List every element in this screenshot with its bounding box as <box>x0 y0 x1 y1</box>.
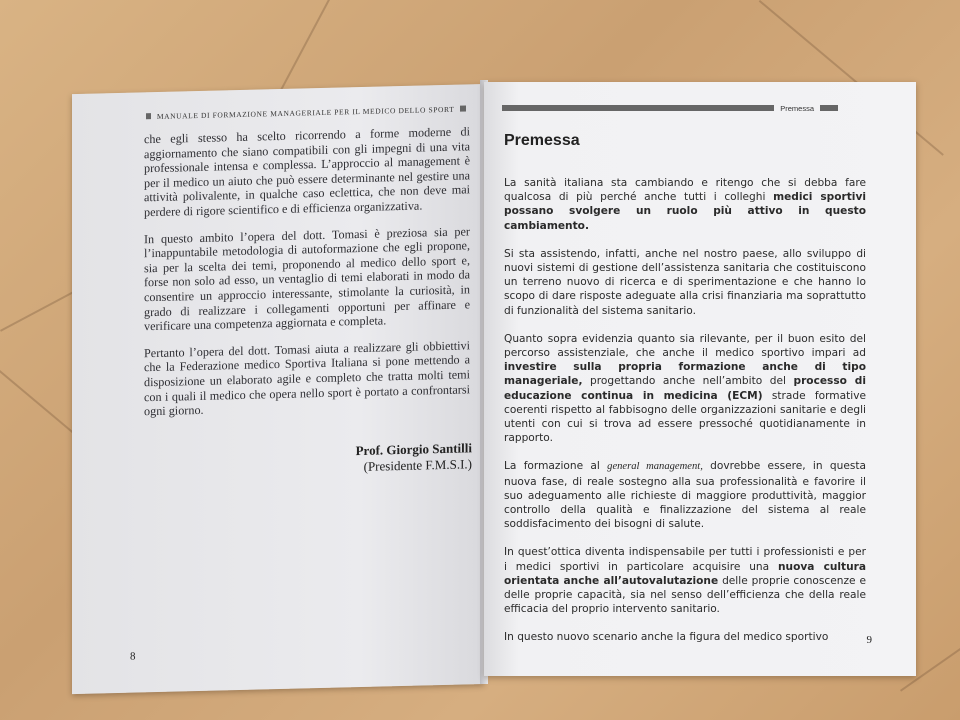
text-run: delle proprie conoscenze e delle proprie capacità, sia nel senso dell’efficienza che della reale efficacia del proprio intervento sanitario. <box>504 574 866 616</box>
left-paragraph-2: In questo ambito l’opera del dott. Tomasi è preziosa sia per l’inappuntabile metodologia di autoformazione che egli propone, sia per la scelta dei temi, proponendo al medico dello sport e, forse non solo ad esso, un ventaglio di temi elaborati in modo da consentire un approccio interessante, stimolante la curiosità, in grado di realizzare i collegamenti opportuni per affinare e verificare una competenza aggiornata e completa. <box>144 223 470 334</box>
text-run: progettando anche nell’ambito del <box>582 375 794 388</box>
right-paragraph-5 <box>504 545 866 616</box>
header-rule <box>820 105 838 111</box>
right-page-number: 9 <box>866 634 872 646</box>
signature-block <box>356 440 472 475</box>
text-run: dovrebbe essere, in questa nuova fase, di reale sostegno alla sua professionalità e favorire il suo adeguamento alle richieste di maggiore produttività, maggior controllo della qualità e finalizzazione del sistema al reale soddisfacimento dei bisogni di salute. <box>504 460 867 531</box>
text-run: La sanità italiana sta cambiando e ritengo che si debba fare qualcosa di più perché anche tutti i colleghi <box>504 177 866 204</box>
signature-name: Prof. Giorgio Santilli <box>355 440 472 459</box>
right-paragraph-1 <box>504 176 866 233</box>
signature-role: (Presidente F.M.S.I.) <box>363 456 472 474</box>
left-page <box>72 84 484 694</box>
text-run: strade formative coerenti rispetto al fabbisogno delle organizzazioni sanitarie e degli utenti con cui si trova ad essere pressoché quotidianamente in rapporto. <box>504 389 866 445</box>
header-rule <box>146 113 151 119</box>
left-paragraph-3: Pertanto l’opera del dott. Tomasi aiuta a realizzare gli obbiettivi che la Federazione medico Sportiva Italiana si pone mettendo a disposizione un elaborato agile e completo che tratta molti temi con i quali il medico che opera nello sport è portato a confrontarsi ogni giorno. <box>144 338 470 419</box>
bold-run: medici sportivi possano svolgere un ruolo più attivo in questo cambiamento. <box>504 191 866 232</box>
right-paragraph-3 <box>504 332 866 446</box>
left-body-text <box>144 124 470 431</box>
right-paragraph-2: Si sta assistendo, infatti, anche nel nostro paese, allo sviluppo di nuovi sistemi di gestione dell’assistenza sanitaria che costituiscono un terreno nuovo di ricerca e di sperimentazione e che hanno lo scopo di dare risposte adeguate alla crisi finanziaria ma soprattutto di funzionalità del sistema sanitario. <box>504 247 866 317</box>
left-running-header <box>146 102 466 122</box>
italic-run: general management, <box>607 461 703 473</box>
right-body-text <box>504 176 866 659</box>
header-rule <box>502 105 774 111</box>
right-paragraph-6: In questo nuovo scenario anche la figura del medico sportivo <box>504 631 829 644</box>
header-rule <box>460 105 466 111</box>
left-running-head: MANUALE DI FORMAZIONE MANAGERIALE PER IL MEDICO DELLO SPORT <box>156 104 455 121</box>
right-running-header <box>502 104 838 112</box>
right-paragraph-4 <box>504 459 866 531</box>
left-page-number: 8 <box>130 650 136 663</box>
text-run: La formazione al <box>504 460 608 473</box>
left-paragraph-1: che egli stesso ha scelto ricorrendo a forme moderne di aggiornamento che siano compatibili con gli impegni di una vita professionale intensa e complessa. L’approccio al management è per il medico un aiuto che può essere determinante nel gestire una attività polivalente, in qualche caso eclettica, che non deve mai perdere di rigore scientifico e di efficienza organizzativa. <box>144 124 470 220</box>
bold-run: processo di educazione continua in medicina (ECM) <box>504 375 866 402</box>
bold-run: investire sulla propria formazione anche di tipo manageriale, <box>504 361 866 388</box>
right-running-head: Premessa <box>780 103 814 113</box>
bold-run: nuova cultura orientata anche all’autovalutazione <box>504 560 867 587</box>
chapter-title: Premessa <box>504 132 580 149</box>
right-page <box>484 82 916 676</box>
text-run: In quest’ottica diventa indispensabile per tutti i professionisti e per i medici sportivi in particolare acquisire una <box>504 546 866 573</box>
text-run: Quanto sopra evidenzia quanto sia rilevante, per il buon esito del percorso assistenziale, che anche il medico sportivo impari ad <box>504 332 866 360</box>
